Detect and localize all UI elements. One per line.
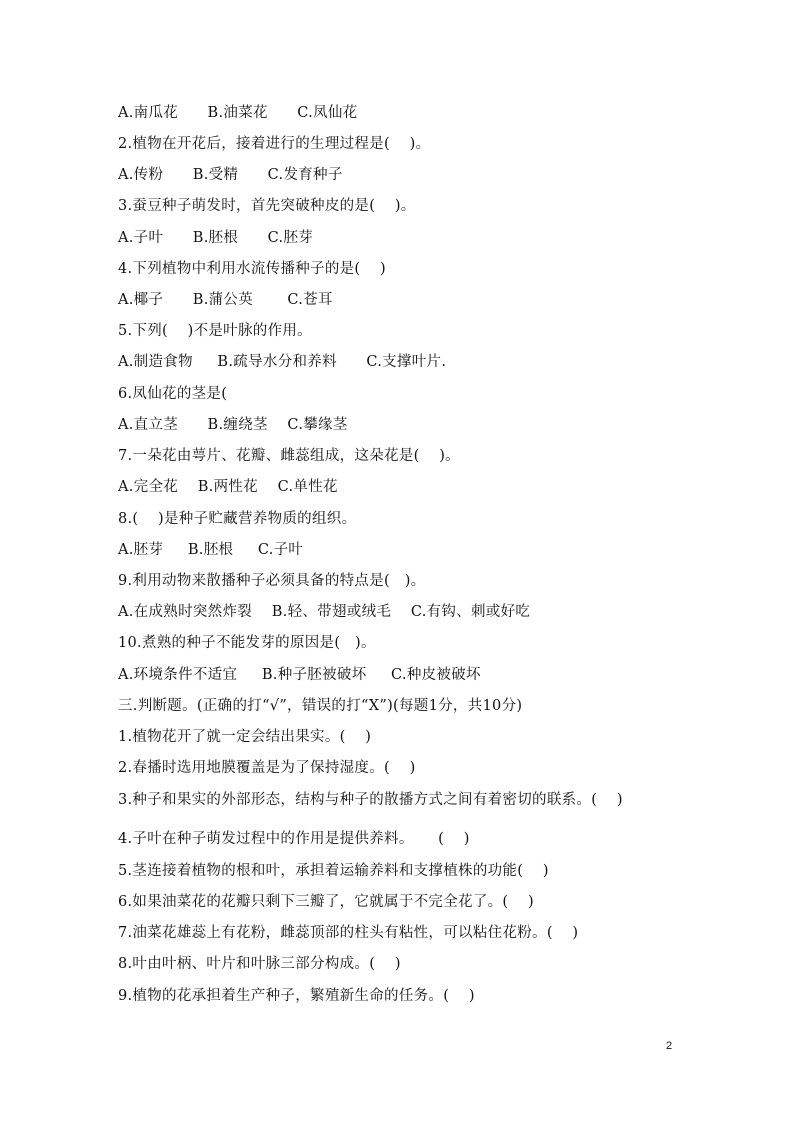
answer-options-q10: A.环境条件不适宜 B.种子胚被破坏 C.种皮被破坏 bbox=[118, 667, 481, 683]
answer-options-q7: A.完全花 B.两性花 C.单性花 bbox=[118, 479, 338, 495]
answer-options-q4: A.椰子 B.蒲公英 C.苍耳 bbox=[118, 292, 333, 308]
judgement-item-8: 8.叶由叶柄、叶片和叶脉三部分构成。( ) bbox=[118, 956, 401, 972]
judgement-item-6: 6.如果油菜花的花瓣只剩下三瓣了，它就属于不完全花了。( ) bbox=[118, 894, 534, 910]
answer-options-q1: A.南瓜花 B.油菜花 C.凤仙花 bbox=[118, 105, 358, 121]
answer-options-q3: A.子叶 B.胚根 C.胚芽 bbox=[118, 230, 314, 246]
answer-options-q2: A.传粉 B.受精 C.发育种子 bbox=[118, 167, 343, 183]
judgement-item-1: 1.植物花开了就一定会结出果实。( ) bbox=[118, 729, 372, 745]
judgement-item-3: 3.种子和果实的外部形态，结构与种子的散播方式之间有着密切的联系。( ) bbox=[118, 792, 623, 808]
section-heading-judgement: 三.判断题。(正确的打“√”，错误的打“X”)(每题1分，共10分) bbox=[118, 698, 523, 714]
question-2: 2.植物在开花后，接着进行的生理过程是( )。 bbox=[118, 136, 431, 152]
judgement-item-5: 5.茎连接着植物的根和叶，承担着运输养料和支撑植株的功能( ) bbox=[118, 863, 549, 879]
question-7: 7.一朵花由萼片、花瓣、雌蕊组成，这朵花是( )。 bbox=[118, 448, 460, 464]
answer-options-q6: A.直立茎 B.缠绕茎 C.攀缘茎 bbox=[118, 417, 348, 433]
judgement-item-2: 2.春播时选用地膜覆盖是为了保持湿度。( ) bbox=[118, 760, 416, 776]
question-6: 6.凤仙花的茎是( bbox=[118, 386, 228, 402]
question-10: 10.煮熟的种子不能发芽的原因是( )。 bbox=[118, 635, 376, 651]
judgement-item-9: 9.植物的花承担着生产种子，繁殖新生命的任务。( ) bbox=[118, 988, 475, 1004]
question-8: 8.( )是种子贮藏营养物质的组织。 bbox=[118, 511, 357, 527]
judgement-item-7: 7.油菜花雄蕊上有花粉，雌蕊顶部的柱头有粘性，可以粘住花粉。( ) bbox=[118, 925, 579, 941]
page-number: 2 bbox=[666, 1040, 673, 1052]
question-4: 4.下列植物中利用水流传播种子的是( ) bbox=[118, 261, 386, 277]
question-9: 9.利用动物来散播种子必须具备的特点是( )。 bbox=[118, 573, 426, 589]
answer-options-q8: A.胚芽 B.胚根 C.子叶 bbox=[118, 542, 304, 558]
answer-options-q9: A.在成熟时突然炸裂 B.轻、带翅或绒毛 C.有钩、刺或好吃 bbox=[118, 604, 531, 620]
answer-options-q5: A.制造食物 B.疏导水分和养料 C.支撑叶片. bbox=[118, 354, 447, 370]
question-3: 3.蚕豆种子萌发时，首先突破种皮的是( )。 bbox=[118, 198, 416, 214]
question-5: 5.下列( )不是叶脉的作用。 bbox=[118, 323, 312, 339]
judgement-item-4: 4.子叶在种子萌发过程中的作用是提供养料。 ( ) bbox=[118, 831, 470, 847]
